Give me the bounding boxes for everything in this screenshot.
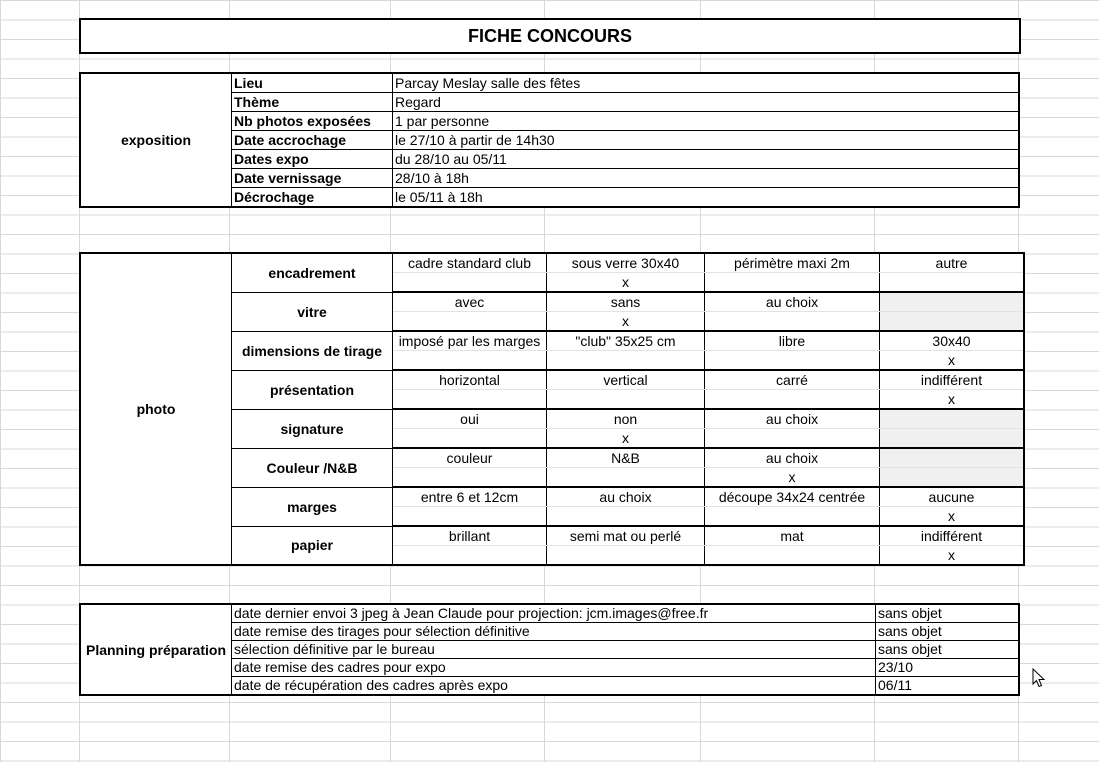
photo-option-label: semi mat ou perlé — [547, 526, 705, 546]
photo-option-mark — [880, 273, 1025, 293]
exposition-field-value: 28/10 à 18h — [393, 169, 1020, 188]
photo-option-mark — [547, 390, 705, 410]
photo-option-label — [880, 409, 1025, 429]
photo-option-label: non — [547, 409, 705, 429]
photo-option-mark — [705, 546, 880, 566]
photo-option-label: imposé par les marges — [393, 331, 547, 351]
photo-option-mark — [547, 507, 705, 527]
photo-option-mark — [393, 468, 547, 488]
photo-option-label: découpe 34x24 centrée — [705, 487, 880, 507]
photo-option-mark: x — [880, 390, 1025, 410]
planning-status: 23/10 — [876, 659, 1020, 677]
planning-task: date dernier envoi 3 jpeg à Jean Claude pour projection: jcm.images@free.fr — [232, 604, 876, 623]
photo-criterion-label: signature — [232, 409, 393, 448]
photo-option-label: 30x40 — [880, 331, 1025, 351]
page-title — [79, 18, 1021, 54]
photo-option-mark — [547, 546, 705, 566]
photo-option-label: couleur — [393, 448, 547, 468]
photo-option-label: libre — [705, 331, 880, 351]
photo-option-label: N&B — [547, 448, 705, 468]
exposition-section-label: exposition — [80, 73, 232, 207]
photo-option-label: au choix — [705, 448, 880, 468]
photo-option-mark — [547, 351, 705, 371]
photo-option-label: aucune — [880, 487, 1025, 507]
photo-criterion-label: encadrement — [232, 253, 393, 292]
photo-option-mark: x — [547, 429, 705, 449]
exposition-field-value: du 28/10 au 05/11 — [393, 150, 1020, 169]
photo-option-mark — [705, 390, 880, 410]
planning-status: sans objet — [876, 623, 1020, 641]
photo-option-label — [880, 292, 1025, 312]
photo-option-mark — [880, 468, 1025, 488]
photo-option-mark: x — [880, 546, 1025, 566]
photo-option-mark — [393, 312, 547, 332]
photo-criterion-label: dimensions de tirage — [232, 331, 393, 370]
photo-option-label: entre 6 et 12cm — [393, 487, 547, 507]
photo-option-label: au choix — [705, 292, 880, 312]
photo-option-label: cadre standard club — [393, 253, 547, 273]
photo-option-mark: x — [705, 468, 880, 488]
photo-option-mark — [547, 468, 705, 488]
exposition-field-label: Thème — [232, 93, 393, 112]
photo-option-label: autre — [880, 253, 1025, 273]
planning-task: sélection définitive par le bureau — [232, 641, 876, 659]
photo-option-label — [880, 448, 1025, 468]
planning-table — [79, 603, 1020, 696]
photo-option-label: sans — [547, 292, 705, 312]
photo-criterion-label: Couleur /N&B — [232, 448, 393, 487]
exposition-field-label: Date vernissage — [232, 169, 393, 188]
photo-option-mark: x — [880, 351, 1025, 371]
exposition-field-label: Date accrochage — [232, 131, 393, 150]
photo-option-label: périmètre maxi 2m — [705, 253, 880, 273]
photo-option-mark: x — [547, 312, 705, 332]
photo-option-mark — [393, 507, 547, 527]
photo-option-mark — [393, 351, 547, 371]
photo-criterion-label: présentation — [232, 370, 393, 409]
exposition-field-value: Regard — [393, 93, 1020, 112]
photo-option-label: au choix — [705, 409, 880, 429]
planning-task: date remise des cadres pour expo — [232, 659, 876, 677]
planning-section-label: Planning préparation — [80, 604, 232, 695]
photo-option-label: au choix — [547, 487, 705, 507]
photo-table — [79, 252, 1025, 566]
photo-option-label: brillant — [393, 526, 547, 546]
photo-criterion-row — [80, 253, 1024, 273]
planning-status: 06/11 — [876, 677, 1020, 696]
photo-option-label: carré — [705, 370, 880, 390]
photo-option-label: indifférent — [880, 526, 1025, 546]
exposition-field-value: le 27/10 à partir de 14h30 — [393, 131, 1020, 150]
photo-criterion-label: papier — [232, 526, 393, 565]
photo-option-label: avec — [393, 292, 547, 312]
photo-option-mark — [880, 429, 1025, 449]
planning-status: sans objet — [876, 641, 1020, 659]
photo-option-label: "club" 35x25 cm — [547, 331, 705, 351]
photo-option-mark — [393, 546, 547, 566]
photo-option-mark — [393, 273, 547, 293]
photo-option-label: oui — [393, 409, 547, 429]
photo-option-mark — [705, 351, 880, 371]
photo-option-mark — [705, 429, 880, 449]
photo-option-label: mat — [705, 526, 880, 546]
photo-option-label: vertical — [547, 370, 705, 390]
photo-section-label: photo — [80, 253, 232, 565]
exposition-field-label: Décrochage — [232, 188, 393, 208]
photo-option-mark — [880, 312, 1025, 332]
exposition-field-label: Nb photos exposées — [232, 112, 393, 131]
photo-option-mark — [705, 312, 880, 332]
planning-status: sans objet — [876, 604, 1020, 623]
planning-row — [80, 604, 1019, 623]
exposition-field-value: Parcay Meslay salle des fêtes — [393, 73, 1020, 93]
planning-task: date de récupération des cadres après expo — [232, 677, 876, 696]
photo-option-mark — [393, 429, 547, 449]
photo-option-mark — [705, 273, 880, 293]
photo-option-mark — [705, 507, 880, 527]
photo-option-mark — [393, 390, 547, 410]
mouse-pointer-icon — [1032, 668, 1046, 688]
exposition-field-label: Lieu — [232, 73, 393, 93]
planning-task: date remise des tirages pour sélection définitive — [232, 623, 876, 641]
exposition-field-label: Dates expo — [232, 150, 393, 169]
photo-option-mark: x — [547, 273, 705, 293]
photo-option-label: indifférent — [880, 370, 1025, 390]
photo-option-mark: x — [880, 507, 1025, 527]
photo-criterion-label: vitre — [232, 292, 393, 331]
photo-option-label: sous verre 30x40 — [547, 253, 705, 273]
exposition-field-value: le 05/11 à 18h — [393, 188, 1020, 208]
photo-option-label: horizontal — [393, 370, 547, 390]
exposition-table — [79, 72, 1020, 208]
title-text: FICHE CONCOURS — [467, 25, 632, 46]
exposition-field-value: 1 par personne — [393, 112, 1020, 131]
exposition-row — [80, 73, 1019, 93]
photo-criterion-label: marges — [232, 487, 393, 526]
